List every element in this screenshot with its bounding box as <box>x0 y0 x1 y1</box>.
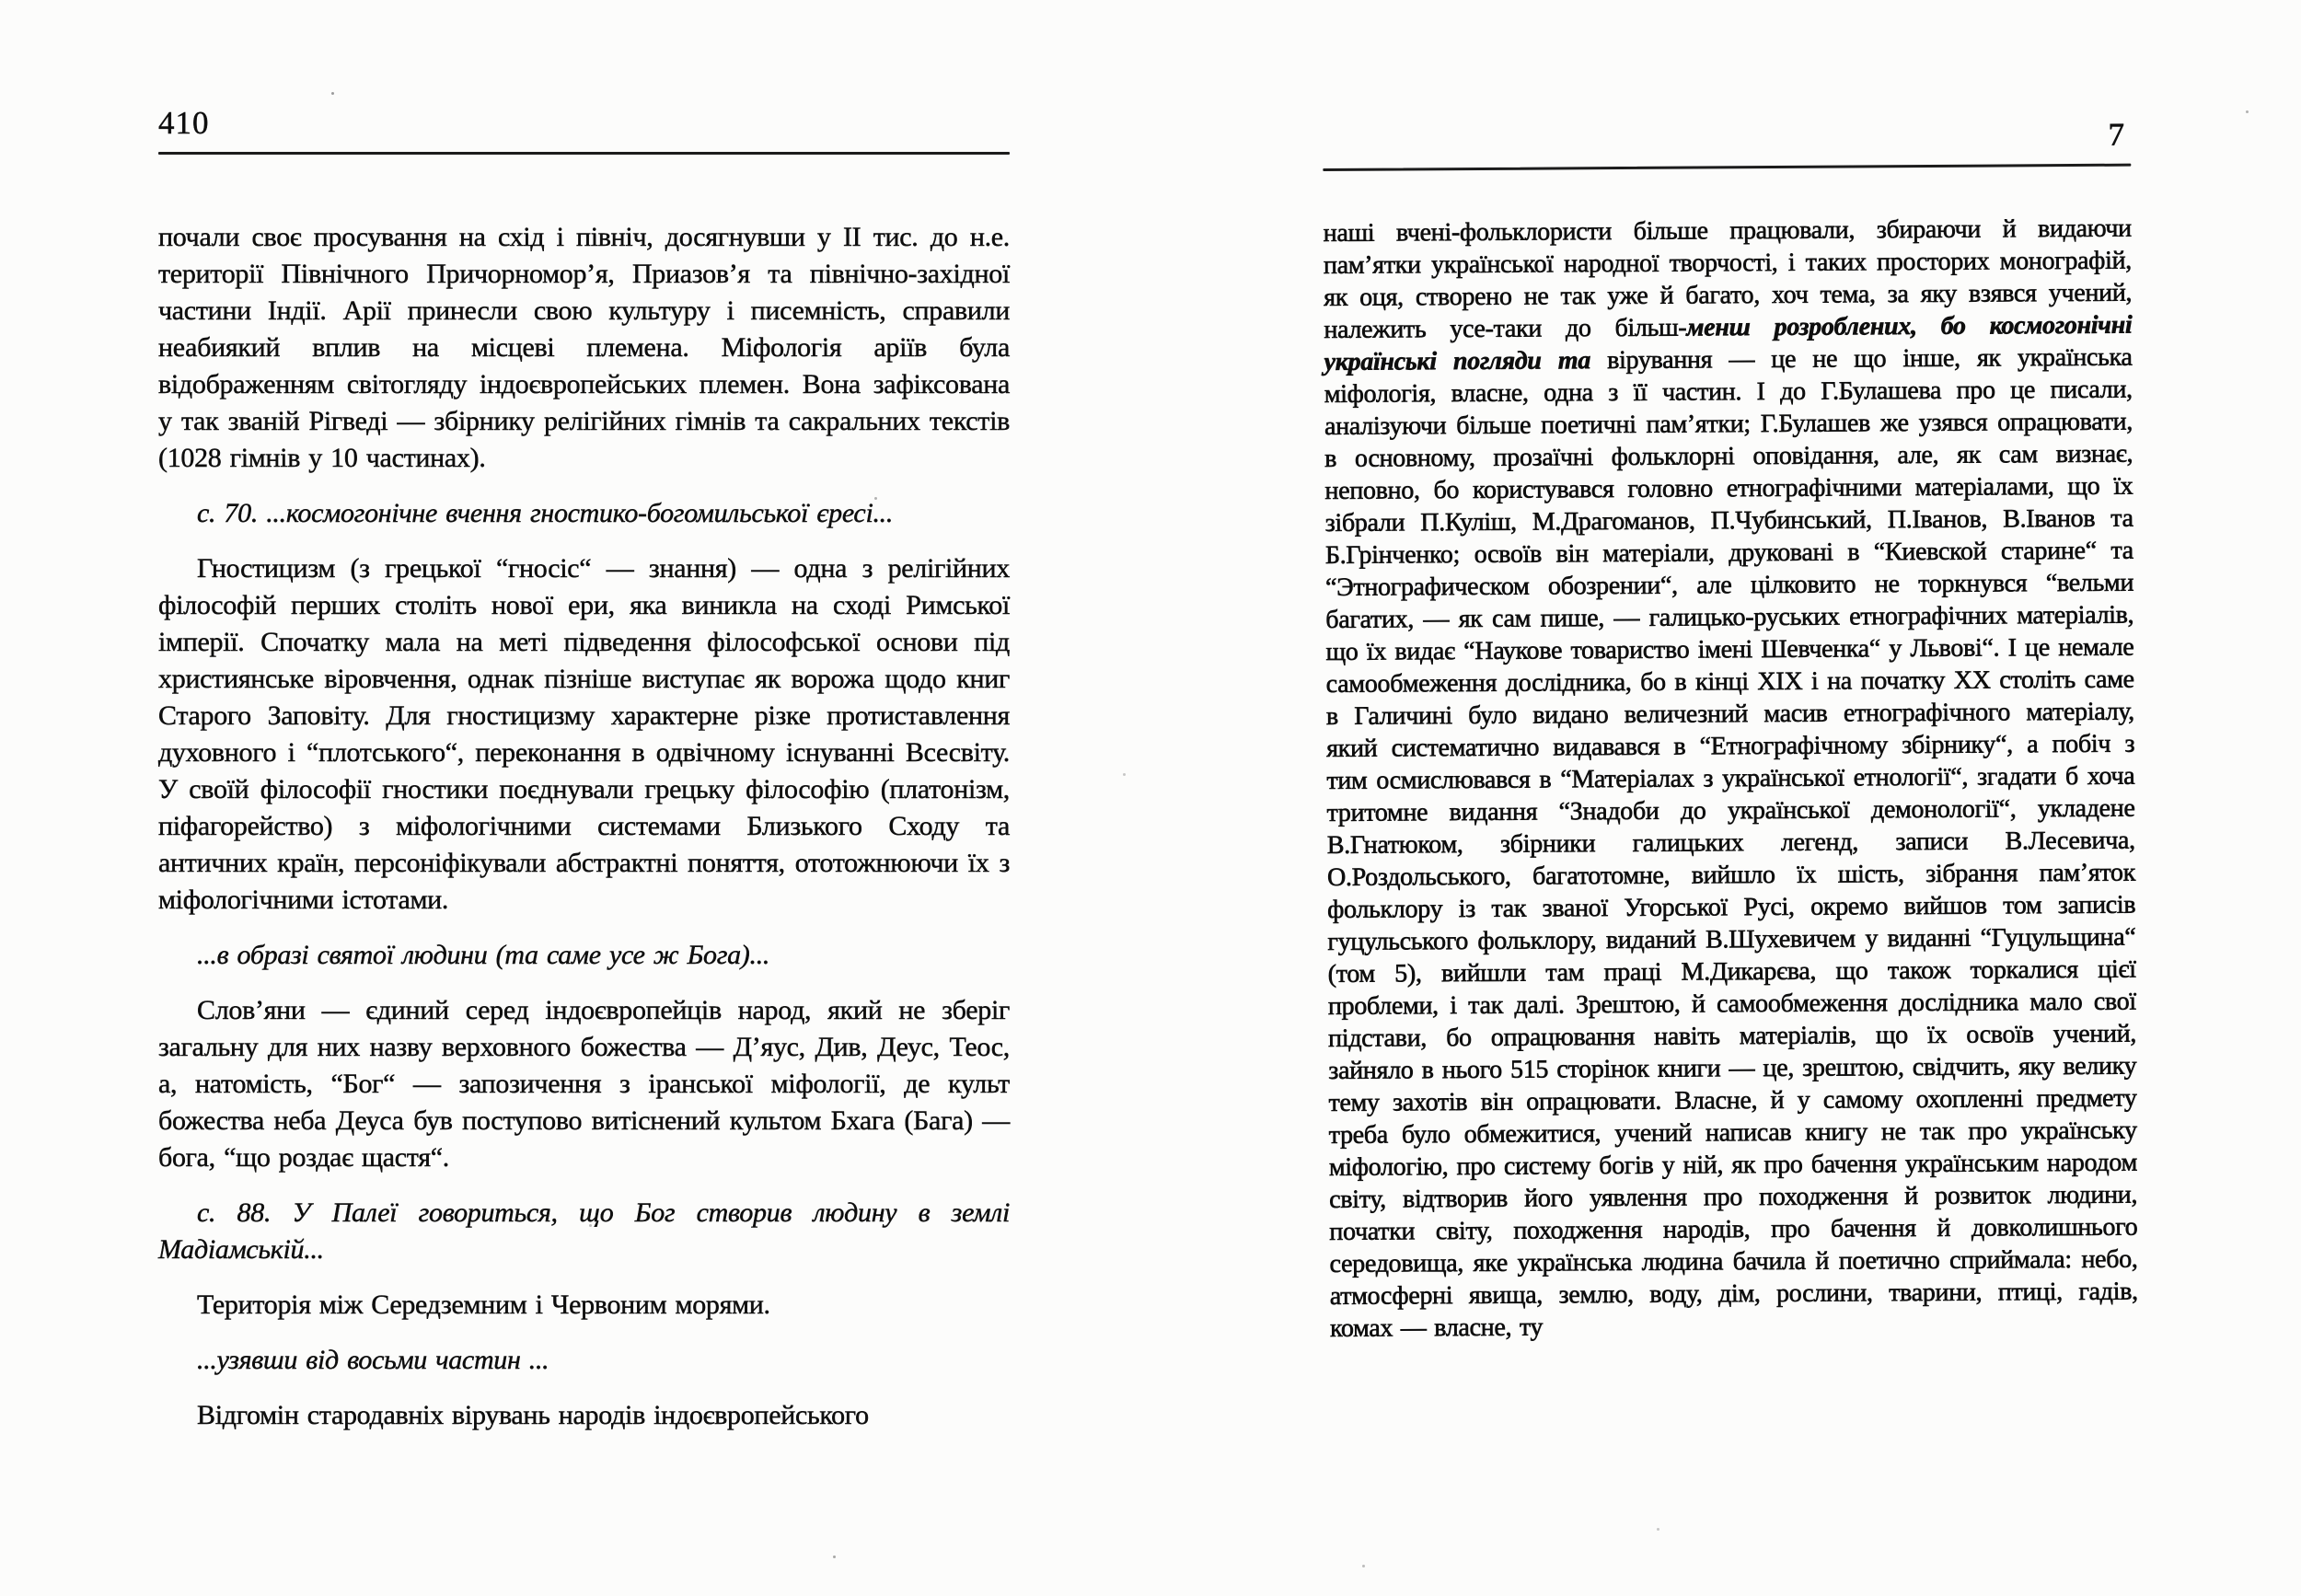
paragraph-slavs: Слов’яни — єдиний серед індоєвропейців народ, який не зберіг загальну для них назву верховного божества — Д’яус, Див, Деус, Теос, а, натомість, “Бог“ — запозичення з іранської міфології, де культ божества неба Деуса був поступово витіснений культом Бхага (Бага) — бога, “що роздає щастя“. <box>158 995 1010 1173</box>
paragraph-folklorists <box>1324 213 2138 1345</box>
paragraph-gnosticism: Гностицизм (з грецької “гносіс“ — знання) — одна з релігійних філософій перших століть нової ери, яка виникла на сході Римської імперії. Спочатку мала на меті підведення філософської основи під християнське віровчення, однак пізніше виступає як ворожа щодо книг Старого Заповіту. Для гностицизму характерне різке протиставлення духовного і “плотського“, переконання в одвічному існуванні Всесвіту. У своїй філософії гностики поєднували грецьку філософію (платонізм, піфагорейство) з міфологічними системами Близького Сходу та античних країн, персоніфікували абстрактні поняття, ототожнюючи їх з міфологічними істотами. <box>158 553 1010 915</box>
quote-line-holy-man: ...в образі святої людини (та саме усе ж Бога)... <box>197 940 770 970</box>
left-page-number: 410 <box>158 105 210 141</box>
paragraph-echo: Відгомін стародавніх вірувань народів індоєвропейського <box>197 1400 869 1430</box>
paragraph-aryans: почали своє просування на схід і північ, досягнувши у II тис. до н.е. території Північного Причорномор’я, Приазов’я та північно-західної частини Індії. Арії принесли свою культуру і писемність, справили неабиякий вплив на місцеві племена. Міфологія аріїв була відображенням світогляду індоєвропейських племен. Вона зафіксована у так званій Рігведі — збірнику релігійних гімнів та сакральних текстів (1028 гімнів у 10 частинах). <box>158 222 1010 473</box>
left-page <box>158 103 1010 1434</box>
right-page-header <box>1323 115 2131 171</box>
quote-line-p70: с. 70. ...космогонічне вчення гностико-богомильської єресі... <box>197 498 894 528</box>
emphasized-phrase: менш розроблених, бо космогонічні українські погляди та <box>1324 310 2133 376</box>
quote-line-p88: с. 88. У Палеї говориться, що Бог створив людину в землі Мадіамській... <box>158 1197 1010 1265</box>
scan-noise <box>331 92 334 95</box>
paragraph-text-before: наші вчені-фольклористи більше працювали, збираючи й видаючи пам’ятки української народної творчості, і таких просторих монографій, як оця, створено не так уже й багато, хоч тема, за яку взявся учений, належить усе-таки до більш- <box>1323 214 2133 344</box>
left-page-header <box>158 103 1010 155</box>
paragraph-territory: Територія між Середземним і Червоним морями. <box>197 1290 770 1320</box>
right-header-rule <box>1323 164 2131 171</box>
right-page <box>1323 115 2138 1345</box>
left-page-text <box>158 219 1010 1434</box>
left-header-rule <box>158 152 1010 155</box>
quote-line-eight-parts: ...узявши від восьми частин ... <box>197 1345 549 1375</box>
paragraph-text-after: вірування — це не що інше, як українська міфологія, власне, одна з її частин. І до Г.Булашева про це писали, аналізуючи більше поетичні пам’ятки; Г.Булашев же узявся опрацювати, в основному, прозаїчні фольклорні оповідання, але, як сам визнає, неповно, бо користувався головно етнографічними матеріалами, що їх зібрали П.Куліш, М.Драгоманов, П.Чубинський, П.Іванов, В.Іванов та Б.Грінченко; освоїв він матеріали, друковані в “Киевской старине“ та “Этнографическом обозрении“, але цілковито не торкнувся “вельми багатих, — як сам пише, — галицько-руських етнографічних матеріалів, що їх видає “Наукове товариство імені Шевченка“ у Львові“. І це немале самообмеження дослідника, бо в кінці XIX і на початку XX століть саме в Галичині було видано величезний масив етнографічного матеріалу, який систематично видавався в “Етнографічному збірнику“, а побіч з тим осмислювався в “Матеріалах з української етнології“, згадати б хоча тритомне видання “Знадоби до української демонології“, укладене В.Гнатюком, збірники галицьких легенд, записи В.Лесевича, О.Роздольського, багатотомне, вийшло їх шість, зібрання пам’яток фольклору із так званої Угорської Русі, окремо вийшов том записів гуцульського фольклору, виданий В.Шухевичем у виданні “Гуцульщина“ (том 5), вийшли там праці М.Дикарєва, що також торкалися цієї проблеми, і так далі. Зрештою, й самообмеження дослідника мало свої підстави, бо опрацювання навіть матеріалів, що їх освоїв учений, зайняло в нього 515 сторінок книги — це, зрештою, свідчить, яку велику тему захотів він опрацювати. Власне, й у самому охопленні предмету треба було обмежитися, учений написав книгу не так про українську міфологію, про систему богів у ній, як про бачення українським народом світу, відтворив його уявлення про походження й розвиток людини, початки світу, походження народів, про бачення й довколишнього середовища, яке українська людина бачила й поетично сприймала: небо, атмосферні явища, землю, воду, дім, рослини, тварини, птиці, гадів, комах — власне, ту <box>1324 342 2138 1343</box>
right-page-text <box>1324 213 2138 1345</box>
right-page-number: 7 <box>2108 116 2126 153</box>
